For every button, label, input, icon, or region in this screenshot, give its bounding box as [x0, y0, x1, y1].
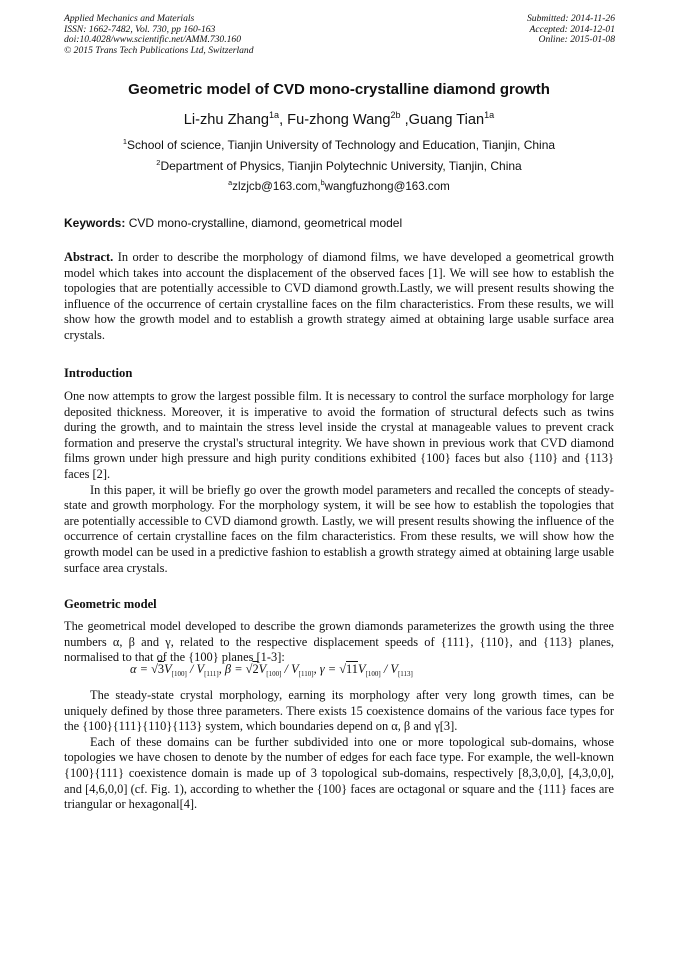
- growth-parameter-equation: $\alpha = √3V_{[100]} / V_{[111]}$, $\beta = √2V_{[100]} / V_{[110]}$, $\gamma = √11V_{[100]} / V_{[113]}$: [130, 662, 413, 678]
- geometric-model-intro: [64, 619, 614, 666]
- paragraph: In this paper, it will be briefly go over the growth model parameters and recalled the concepts of steady-state and growth morphology. For the morphology system, it will be see how to establish the topologies that are potentially accessible to CVD diamond growth. Lastly, we will present results showing the influence of the occurrence of certain crystalline faces on the film characteristics. From these results, we will show how the growth model can be used in a predictive fashion to establish a growth strategy aimed at obtaining large usable surface area crystals.: [64, 482, 614, 575]
- doi-line: doi:10.4028/www.scientific.net/AMM.730.160: [64, 34, 242, 46]
- paragraph: The steady-state crystal morphology, earning its morphology after very long growth times, can be uniquely defined by those three parameters. There exists 15 coexistence domains of the various face types for the {100}{111}{110}{113} system, which boundaries depend on α, β and γ[3].: [64, 688, 614, 734]
- affiliation-mark: 2: [156, 158, 161, 167]
- author-name: Fu-zhong Wang: [287, 112, 391, 128]
- author-name: Li-zhu Zhang: [183, 112, 269, 128]
- journal-name: Applied Mechanics and Materials: [64, 13, 195, 24]
- issn-line: ISSN: 1662-7482, Vol. 730, pp 160-163: [64, 23, 216, 35]
- introduction-heading: Introduction: [64, 366, 133, 380]
- journal-info: [64, 14, 254, 56]
- online-date: Online: 2015-01-08: [538, 34, 615, 46]
- email-mark: a: [228, 178, 233, 188]
- paragraph: The geometrical model developed to describe the grown diamonds parameterizes the growth using the three numbers α, β and γ, related to the respective displacement speeds of {111}, {110}, and {113} planes, normalised to that of the {100} planes [1-3]:: [64, 619, 614, 665]
- abstract-label: Abstract.: [64, 250, 114, 264]
- author-mark: 1a: [268, 110, 280, 121]
- keywords: [64, 216, 616, 230]
- affiliation-mark: 1: [122, 137, 128, 146]
- email-b[interactable]: wangfuzhong@163.com: [324, 180, 450, 193]
- paper-title: Geometric model of CVD mono-crystalline diamond growth: [128, 81, 550, 98]
- abstract: [64, 250, 614, 344]
- affiliation-text: School of science, Tianjin University of Technology and Education, Tianjin, China: [127, 138, 556, 152]
- author-name: Guang Tian: [408, 112, 485, 128]
- affiliation-text: Department of Physics, Tianjin Polytechnic University, Tianjin, China: [160, 159, 522, 173]
- paragraph: Each of these domains can be further subdivided into one or more topological sub-domains, whose topologies we have chosen to denote by the number of edges for each face type. For example, the well-known {100}{111} coexistence domain is made up of 3 topological sub-domains, respectively [8,3,0,0], [4,3,0,0], and [4,6,0,0] (cf. Fig. 1), according to whether the {100} faces are octagonal or square and the {111} faces are triangular or hexagonal[4].: [64, 734, 614, 812]
- abstract-text: In order to describe the morphology of diamond films, we have developed a geometrical growth model which takes into account the displacement of the observed faces [1]. We will see how to establish the topologies that are potentially accessible to CVD diamond growth.Lastly, we will present results showing the influence of the occurrence of certain crystalline faces on the film characteristics. From these results, we will show how the growth model and to establish a growth strategy aimed at obtaining large usable surface area crystals.: [64, 250, 614, 342]
- accepted-date: Accepted: 2014-12-01: [529, 23, 615, 35]
- email-a[interactable]: zlzjcb@163.com,: [232, 180, 321, 193]
- keywords-text: CVD mono-crystalline, diamond, geometrical model: [128, 216, 403, 230]
- copyright-line: © 2015 Trans Tech Publications Ltd, Switzerland: [64, 44, 254, 56]
- author-mark: 2b: [390, 110, 401, 121]
- author-emails: [0, 180, 678, 193]
- author-list: [0, 112, 678, 128]
- publication-dates: [527, 14, 615, 46]
- affiliation-1: [0, 138, 678, 152]
- author-separator: ,: [400, 112, 409, 128]
- author-mark: 1a: [484, 110, 495, 121]
- keywords-label: Keywords:: [64, 216, 126, 230]
- paragraph: One now attempts to grow the largest possible film. It is necessary to control the surface morphology for large deposited thickness. Moreover, it is imperative to avoid the formation of structural defects such as twins during the growth, and to maintain the stress level inside the crystal at manageable values to prevent crack formation and preserve the crystal's structural integrity. We have shown in previous work that CVD diamond films grown under high pressure and high purity conditions exhibited {100} faces but also {110} and {113} faces [2].: [64, 389, 614, 481]
- introduction-body: [64, 389, 614, 576]
- geometric-model-body: [64, 688, 614, 813]
- submitted-date: Submitted: 2014-11-26: [526, 13, 615, 24]
- author-separator: ,: [279, 112, 288, 128]
- affiliation-2: [0, 159, 678, 173]
- email-mark: b: [320, 178, 325, 188]
- geometric-model-heading: Geometric model: [64, 597, 157, 611]
